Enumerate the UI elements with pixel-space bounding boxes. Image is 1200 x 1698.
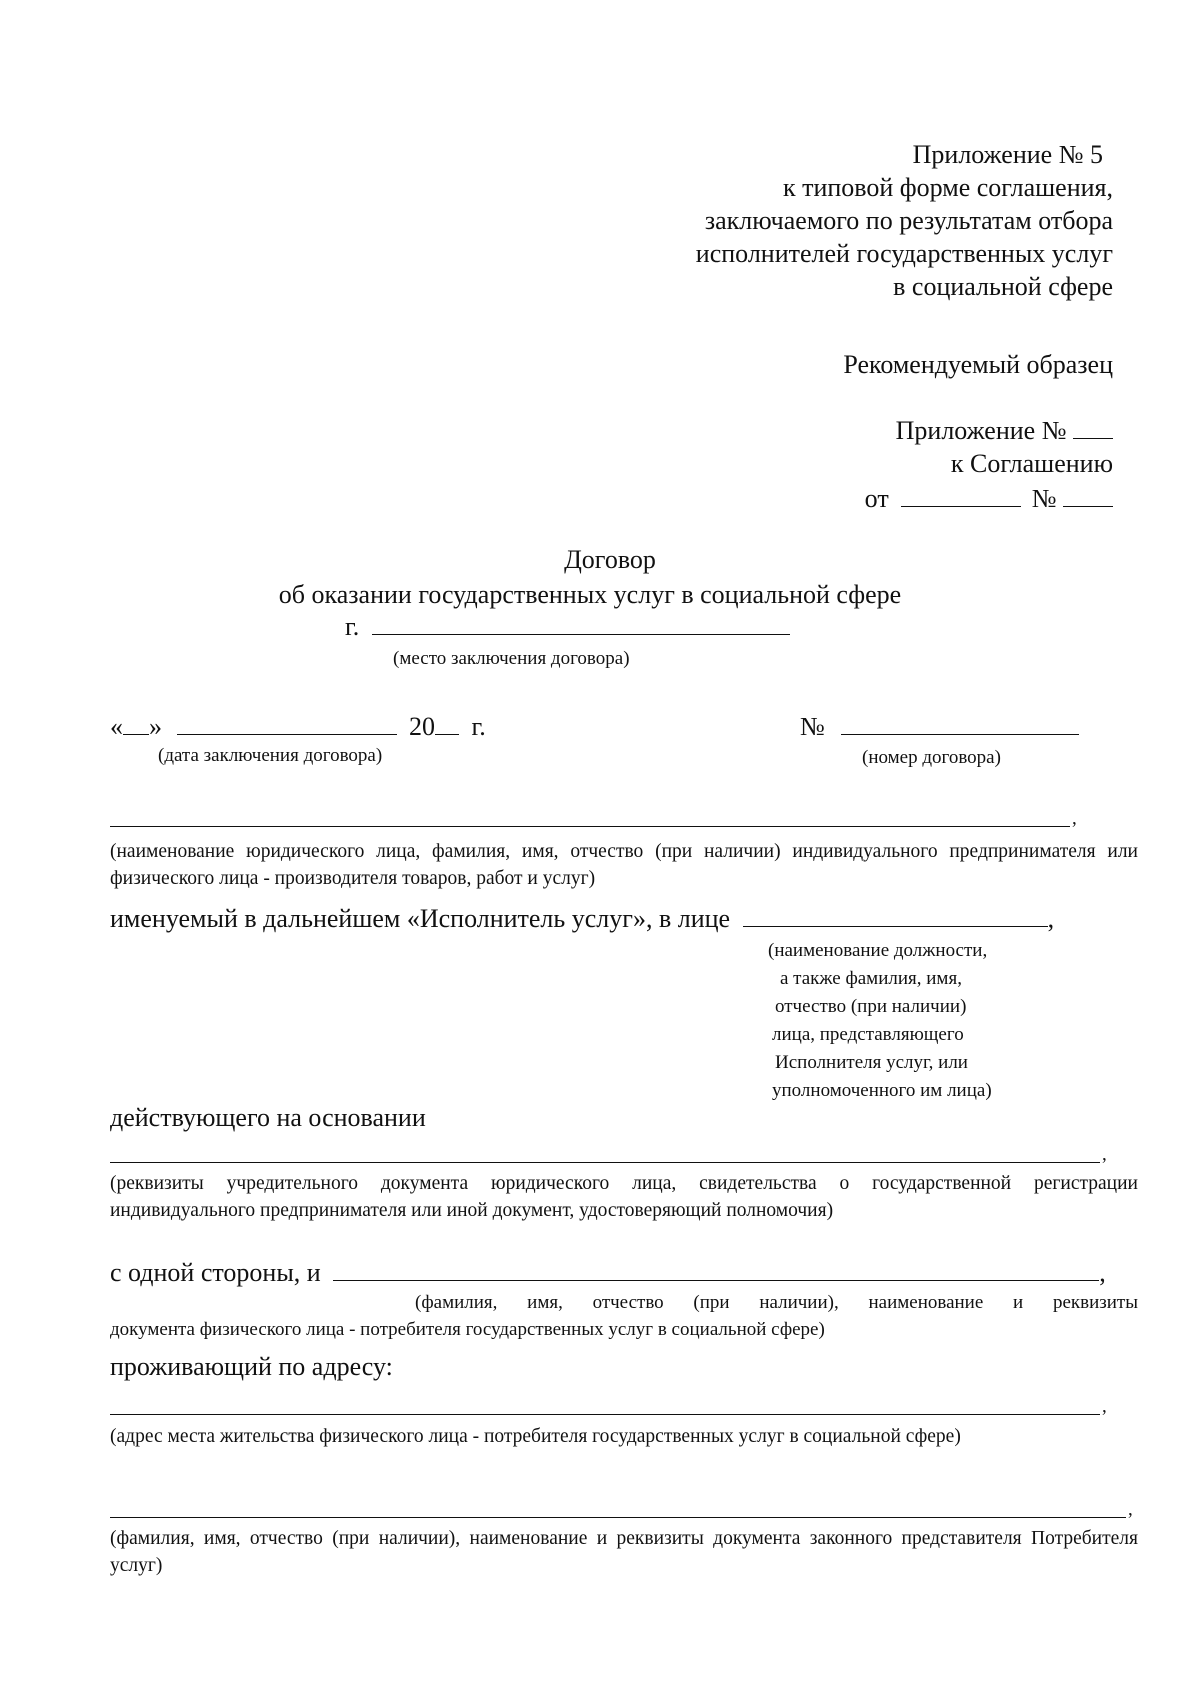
appendix-header [696,138,1113,303]
attachment-date-line: от № [865,480,1113,515]
legal-representative-blank[interactable] [110,1517,1126,1518]
date-line: « » 20 г. [110,708,486,742]
consumer-caption-2: документа физического лица - потребителя государственных услуг в социальной сфере) [110,1319,825,1340]
consumer-caption-1: (фамилия, имя, отчество (при наличии), наименование и реквизиты [415,1292,1138,1313]
acting-basis-label: действующего на основании [110,1103,426,1132]
place-blank[interactable] [372,608,790,635]
attachment-date-blank[interactable] [901,480,1021,507]
month-blank[interactable] [177,708,397,735]
address-blank[interactable] [110,1414,1100,1415]
contract-title: Договор [564,545,656,574]
contract-number-blank[interactable] [841,708,1079,735]
attachment-no-blank[interactable] [1063,480,1113,507]
appendix-line-4: исполнителей государственных услуг [695,239,1113,268]
sample-label: Рекомендуемый образец [843,350,1113,379]
comma: , [1102,1144,1107,1165]
place-caption: (место заключения договора) [393,648,630,669]
contract-subtitle: об оказании государственных услуг в социальной сфере [278,580,902,609]
comma: , [1128,1499,1133,1520]
representative-caption: (наименование должности, а также фамилия, имя, отчество (при наличии) лица, представляющего Исполнителя услуг, или уполномоченного им лица) [768,940,992,1101]
attachment-number-line: Приложение № [865,412,1113,447]
appendix-line-3: заключаемого по результатам отбора [704,206,1113,235]
provider-name-caption: (наименование юридического лица, фамилия, имя, отчество (при наличии) индивидуального предпринимателя или физического лица - производителя товаров, работ и услуг) [110,841,1138,889]
agreement-attachment [865,412,1113,515]
attachment-number-blank[interactable] [1073,412,1113,439]
date-caption: (дата заключения договора) [158,745,383,766]
provider-representative-blank[interactable] [743,900,1048,927]
address-caption: (адрес места жительства физического лица - потребителя государственных услуг в социальной сфере) [110,1426,961,1447]
appendix-number: Приложение № 5 [912,140,1103,169]
number-caption: (номер договора) [862,747,1001,768]
attachment-to-agreement: к Соглашению [950,449,1113,478]
day-blank[interactable] [123,708,149,735]
basis-blank[interactable] [110,1162,1100,1163]
appendix-line-5: в социальной сфере [893,272,1113,301]
provider-name-blank[interactable] [110,826,1070,827]
address-label: проживающий по адресу: [110,1352,393,1381]
basis-caption: (реквизиты учредительного документа юридического лица, свидетельства о государственной регистрации индивидуального предпринимателя или иной документ, удостоверяющий полномочия) [110,1173,1138,1221]
provider-named-line: именуемый в дальнейшем «Исполнитель услуг», в лице , [110,900,1054,934]
legal-representative-caption: (фамилия, имя, отчество (при наличии), наименование и реквизиты документа законного представителя Потребителя услуг) [110,1528,1138,1576]
consumer-blank[interactable] [333,1254,1099,1281]
appendix-line-2: к типовой форме соглашения, [782,173,1113,202]
consumer-line: с одной стороны, и , [110,1254,1106,1288]
contract-number-line: № [800,708,1079,742]
year-blank[interactable] [435,708,459,735]
comma: , [1102,1396,1107,1417]
place-line: г. [345,608,790,642]
comma: , [1072,808,1077,829]
